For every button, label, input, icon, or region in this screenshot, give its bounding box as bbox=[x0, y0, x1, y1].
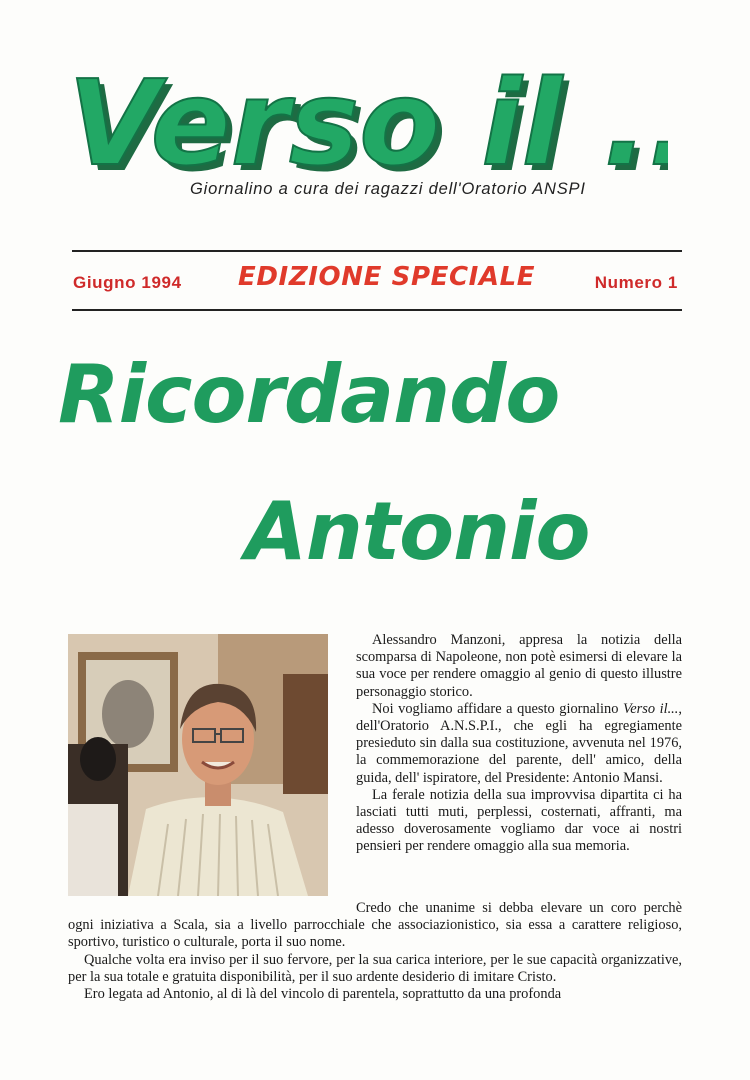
edition-label: EDIZIONE SPECIALE bbox=[238, 262, 536, 292]
headline-line-1: Ricordando bbox=[58, 348, 560, 441]
article-paragraph-2 bbox=[356, 701, 682, 787]
portrait-photo bbox=[68, 634, 328, 896]
p2-text-end: , dell'Oratorio A.N.S.P.I., che egli ha egregiamente presieduto sin dalla sua costituzione, avvenuta nel 1976, la commemorazione del parente, dell' amico, della guida, dell' ispiratore, del Presidente: Antonio Mansi. bbox=[356, 700, 682, 786]
masthead-subtitle: Giornalino a cura dei ragazzi dell'Oratorio ANSPI bbox=[190, 180, 586, 198]
p4-start: Credo che unanime si debba elevare un coro bbox=[356, 900, 637, 916]
article-paragraph-1: Alessandro Manzoni, appresa la notizia della scomparsa di Napoleone, non potè esimersi di elevare la sua voce per rendere omaggio al genio di questo illustre personaggio storico. bbox=[356, 632, 682, 700]
article-paragraph-4 bbox=[68, 900, 682, 952]
p2-text-start: Noi vogliamo affidare a questo giornalino bbox=[372, 700, 624, 717]
p4-rest: perchè ogni iniziativa a Scala, sia a livello parrocchiale che associazionistico, sia essa a carattere religioso, sportivo, turistico o culturale, porta il suo nome. bbox=[68, 900, 682, 951]
issue-number: Numero 1 bbox=[594, 273, 678, 292]
masthead-title-shadow: Verso il . bbox=[74, 60, 655, 198]
article-paragraph-6: Ero legata ad Antonio, al di là del vincolo di parentela, soprattutto da una profonda bbox=[84, 986, 562, 1003]
bottom-rule bbox=[72, 309, 682, 311]
article-paragraph-5: Qualche volta era inviso per il suo fervore, per la sua carica interiore, per le sue capacità organizzative, per la sua totale e gratuita disponibilità, per il suo ardente desiderio di imitare Cristo. bbox=[68, 951, 682, 985]
portrait-illustration bbox=[68, 634, 328, 896]
issue-date: Giugno 1994 bbox=[73, 273, 182, 292]
headline-line-2: Antonio bbox=[245, 485, 590, 578]
article-column-full bbox=[68, 900, 682, 1003]
issue-bar bbox=[72, 252, 682, 308]
article-paragraph-3: La ferale notizia della sua improvvisa dipartita ci ha lasciati tutti muti, perplessi, costernati, affranti, ma adesso doverosamente vogliamo dar voce ai nostri pensieri per rendere omaggio alla sua memoria. bbox=[356, 786, 682, 855]
masthead-title-graphic bbox=[68, 40, 668, 200]
newspaper-name: Verso il... bbox=[623, 700, 679, 717]
article-column-right bbox=[356, 632, 682, 856]
masthead-logo bbox=[68, 40, 668, 200]
masthead-title: Verso il . bbox=[68, 54, 649, 192]
